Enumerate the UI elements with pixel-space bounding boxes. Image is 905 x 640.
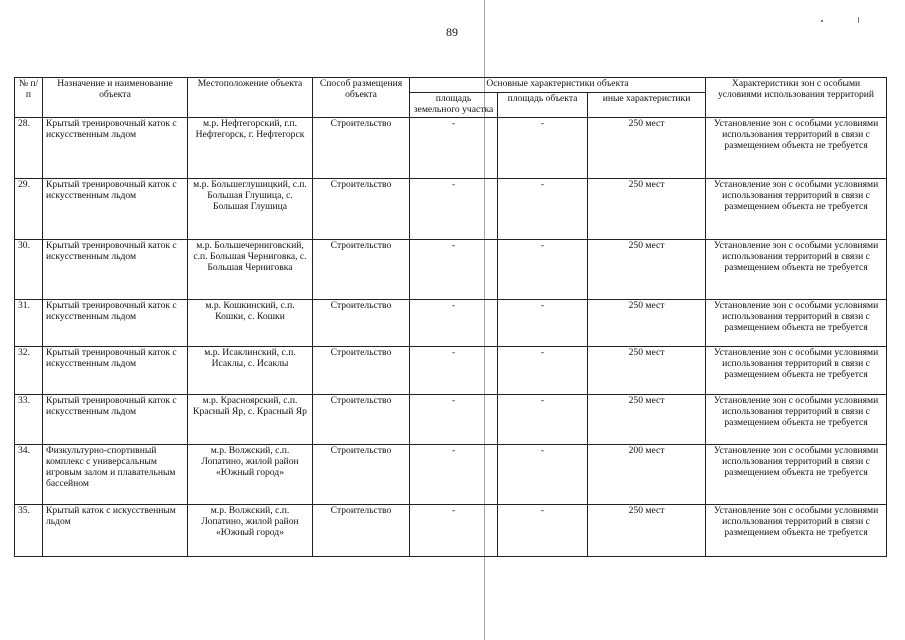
row-land-area: - [410, 299, 498, 346]
row-purpose: Крытый тренировочный каток с искусственным льдом [43, 239, 188, 299]
row-other: 250 мест [588, 394, 706, 444]
row-num: 30. [15, 239, 43, 299]
row-other: 250 мест [588, 178, 706, 239]
page-number: 89 [446, 25, 458, 39]
row-purpose: Крытый тренировочный каток с искусственным льдом [43, 299, 188, 346]
row-object-area: - [498, 299, 588, 346]
row-placement: Строительство [313, 299, 410, 346]
row-location: м.р. Волжский, с.п. Лопатино, жилой район «Южный город» [188, 444, 313, 504]
table-row [15, 239, 887, 299]
row-other: 250 мест [588, 117, 706, 178]
row-purpose: Крытый тренировочный каток с искусственным льдом [43, 117, 188, 178]
row-placement: Строительство [313, 504, 410, 556]
row-land-area: - [410, 504, 498, 556]
row-zones: Установление зон с особыми условиями использования территорий в связи с размещением объекта не требуется [706, 444, 887, 504]
row-location: м.р. Красноярский, с.п. Красный Яр, с. Красный Яр [188, 394, 313, 444]
row-num: 34. [15, 444, 43, 504]
objects-table [14, 77, 887, 557]
row-placement: Строительство [313, 444, 410, 504]
row-land-area: - [410, 394, 498, 444]
row-location: м.р. Нефтегорский, г.п. Нефтегорск, г. Нефтегорск [188, 117, 313, 178]
row-land-area: - [410, 346, 498, 394]
row-purpose: Крытый тренировочный каток с искусственным льдом [43, 394, 188, 444]
header-zones: Характеристики зон с особыми условиями использования территорий [706, 78, 887, 118]
row-location: м.р. Волжский, с.п. Лопатино, жилой район «Южный город» [188, 504, 313, 556]
row-zones: Установление зон с особыми условиями использования территорий в связи с размещением объекта не требуется [706, 178, 887, 239]
header-placement: Способ размещения объекта [313, 78, 410, 118]
row-zones: Установление зон с особыми условиями использования территорий в связи с размещением объекта не требуется [706, 299, 887, 346]
row-other: 250 мест [588, 504, 706, 556]
table-row [15, 504, 887, 556]
row-num: 31. [15, 299, 43, 346]
row-placement: Строительство [313, 346, 410, 394]
row-other: 200 мест [588, 444, 706, 504]
row-other: 250 мест [588, 239, 706, 299]
row-location: м.р. Большечерниговский, с.п. Большая Черниговка, с. Большая Черниговка [188, 239, 313, 299]
row-purpose: Физкультурно-спортивный комплекс с универсальным игровым залом и плавательным бассейном [43, 444, 188, 504]
table-row [15, 117, 887, 178]
row-object-area: - [498, 346, 588, 394]
header-object-area: площадь объекта [498, 93, 588, 118]
row-location: м.р. Большеглушицкий, с.п. Большая Глушица, с. Большая Глушица [188, 178, 313, 239]
row-purpose: Крытый каток с искусственным льдом [43, 504, 188, 556]
row-land-area: - [410, 444, 498, 504]
scan-speck [858, 17, 859, 23]
table-row [15, 394, 887, 444]
row-other: 250 мест [588, 346, 706, 394]
row-object-area: - [498, 444, 588, 504]
scan-speck [821, 20, 823, 22]
row-location: м.р. Кошкинский, с.п. Кошки, с. Кошки [188, 299, 313, 346]
row-object-area: - [498, 239, 588, 299]
row-other: 250 мест [588, 299, 706, 346]
row-num: 28. [15, 117, 43, 178]
row-object-area: - [498, 178, 588, 239]
table-row [15, 299, 887, 346]
row-num: 35. [15, 504, 43, 556]
row-zones: Установление зон с особыми условиями использования территорий в связи с размещением объекта не требуется [706, 504, 887, 556]
row-placement: Строительство [313, 178, 410, 239]
row-object-area: - [498, 117, 588, 178]
row-zones: Установление зон с особыми условиями использования территорий в связи с размещением объекта не требуется [706, 117, 887, 178]
row-land-area: - [410, 178, 498, 239]
row-purpose: Крытый тренировочный каток с искусственным льдом [43, 178, 188, 239]
row-placement: Строительство [313, 394, 410, 444]
row-land-area: - [410, 117, 498, 178]
row-zones: Установление зон с особыми условиями использования территорий в связи с размещением объекта не требуется [706, 394, 887, 444]
row-num: 33. [15, 394, 43, 444]
table-row [15, 346, 887, 394]
row-num: 29. [15, 178, 43, 239]
header-location: Местоположение объекта [188, 78, 313, 118]
table-row [15, 444, 887, 504]
row-num: 32. [15, 346, 43, 394]
header-other-characteristics: иные характеристики [588, 93, 706, 118]
row-object-area: - [498, 394, 588, 444]
row-zones: Установление зон с особыми условиями использования территорий в связи с размещением объекта не требуется [706, 346, 887, 394]
row-zones: Установление зон с особыми условиями использования территорий в связи с размещением объекта не требуется [706, 239, 887, 299]
header-land-area: площадь земельного участка [410, 93, 498, 118]
row-land-area: - [410, 239, 498, 299]
row-object-area: - [498, 504, 588, 556]
header-purpose: Назначение и наименование объекта [43, 78, 188, 118]
row-placement: Строительство [313, 117, 410, 178]
row-placement: Строительство [313, 239, 410, 299]
table-row [15, 178, 887, 239]
row-purpose: Крытый тренировочный каток с искусственным льдом [43, 346, 188, 394]
row-location: м.р. Исаклинский, с.п. Исаклы, с. Исаклы [188, 346, 313, 394]
header-num: № п/п [15, 78, 43, 118]
header-main-characteristics: Основные характеристики объекта [410, 78, 706, 93]
